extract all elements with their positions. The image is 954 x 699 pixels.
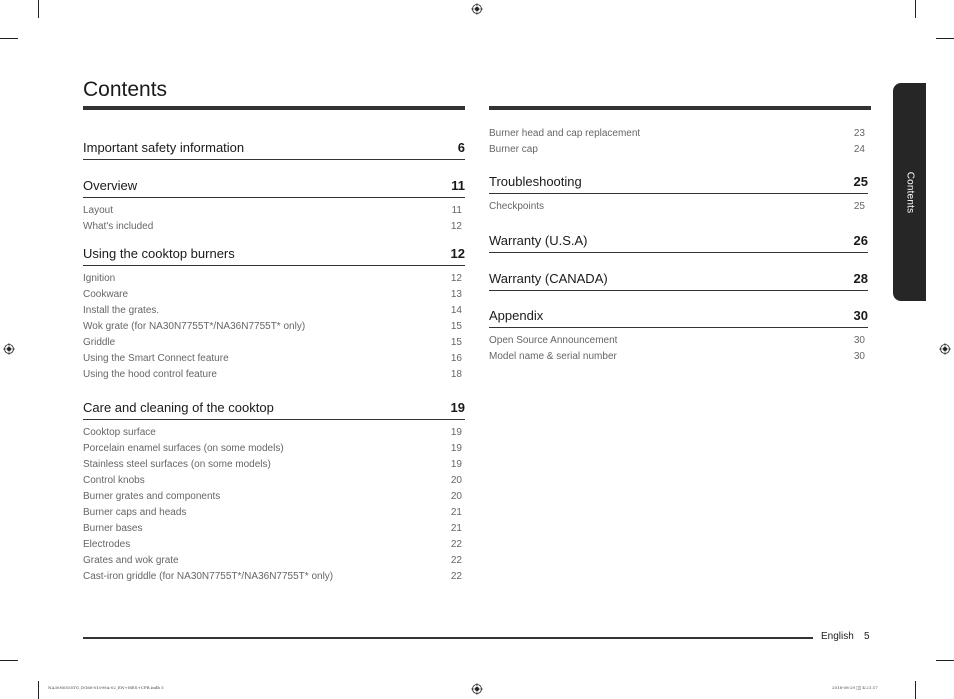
toc-subitem[interactable]: Using the Smart Connect feature 16 (83, 353, 462, 364)
toc-section-title: Overview (83, 178, 138, 193)
toc-section-title: Appendix (489, 308, 544, 323)
registration-mark-icon (471, 683, 483, 695)
toc-section[interactable] (83, 400, 465, 586)
footer-page-number: 5 (864, 631, 870, 642)
toc-subitem[interactable]: Cooktop surface 19 (83, 427, 462, 438)
toc-left-column (83, 140, 465, 586)
toc-section[interactable] (489, 308, 868, 366)
toc-subitem[interactable]: Burner caps and heads 21 (83, 507, 462, 518)
toc-section-heading[interactable] (489, 271, 868, 291)
toc-section-page: 26 (853, 233, 868, 248)
toc-section-heading[interactable] (83, 400, 465, 420)
toc-section-title: Warranty (U.S.A) (489, 233, 588, 248)
footer-rule (83, 637, 813, 639)
crop-mark (0, 660, 18, 661)
toc-section-page: 25 (853, 174, 868, 189)
toc-section-title: Warranty (CANADA) (489, 271, 608, 286)
toc-subitem[interactable]: Burner cap 24 (489, 144, 865, 155)
footer-language: English (821, 631, 854, 642)
contents-side-tab-label: Contents (904, 171, 915, 213)
toc-section-heading[interactable] (489, 308, 868, 328)
registration-mark-icon (3, 343, 15, 355)
crop-mark (38, 681, 39, 699)
toc-subitem[interactable]: Electrodes 22 (83, 539, 462, 550)
toc-subitem[interactable]: Layout 11 (83, 205, 462, 216)
toc-section-page: 6 (457, 140, 465, 155)
toc-section-page: 28 (853, 271, 868, 286)
toc-subitem-list-continued (489, 127, 868, 159)
page-title: Contents (83, 78, 168, 101)
toc-subitem[interactable]: Open Source Announcement 30 (489, 335, 865, 346)
toc-section[interactable] (489, 271, 868, 291)
toc-subitem[interactable]: Stainless steel surfaces (on some models) 19 (83, 459, 462, 470)
toc-section-page: 11 (451, 178, 465, 193)
toc-section-heading[interactable] (83, 178, 465, 198)
registration-mark-icon (939, 343, 951, 355)
toc-section-heading[interactable] (83, 140, 465, 160)
toc-section[interactable] (489, 174, 868, 216)
toc-subitem[interactable]: Cookware 13 (83, 289, 462, 300)
crop-mark (915, 681, 916, 699)
toc-section-page: 19 (450, 400, 465, 415)
crop-mark (936, 660, 954, 661)
toc-subitem[interactable]: Griddle 15 (83, 337, 462, 348)
toc-section-title: Using the cooktop burners (83, 246, 235, 261)
toc-section[interactable] (83, 178, 465, 236)
toc-section-heading[interactable] (83, 246, 465, 266)
toc-subitem-list (489, 194, 868, 216)
toc-section-title: Care and cleaning of the cooktop (83, 400, 274, 415)
toc-section-page: 12 (450, 246, 465, 261)
toc-subitem[interactable]: Grates and wok grate 22 (83, 555, 462, 566)
title-rule-right (489, 106, 871, 110)
crop-mark (915, 0, 916, 18)
toc-subitem[interactable]: Cast-iron griddle (for NA30N7755T*/NA36N7755T* only) 22 (83, 571, 462, 582)
crop-mark (38, 0, 39, 18)
crop-mark (0, 38, 18, 39)
toc-subitem-list (83, 266, 465, 384)
toc-section[interactable] (489, 233, 868, 253)
toc-subitem[interactable]: Burner grates and components 20 (83, 491, 462, 502)
toc-subitem[interactable]: Porcelain enamel surfaces (on some models) 19 (83, 443, 462, 454)
toc-subitem[interactable]: Ignition 12 (83, 273, 462, 284)
toc-subitem[interactable]: Using the hood control feature 18 (83, 369, 462, 380)
toc-section[interactable] (83, 140, 465, 160)
crop-mark (936, 38, 954, 39)
toc-section[interactable] (83, 246, 465, 384)
toc-section-title: Important safety information (83, 140, 245, 155)
toc-section-heading[interactable] (489, 174, 868, 194)
toc-subitem[interactable]: Install the grates. 14 (83, 305, 462, 316)
toc-right-column (489, 127, 868, 366)
toc-subitem[interactable]: Wok grate (for NA30N7755T*/NA36N7755T* only) 15 (83, 321, 462, 332)
toc-subitem-list (83, 198, 465, 236)
toc-subitem[interactable]: Burner head and cap replacement 23 (489, 128, 865, 139)
toc-section-title: Troubleshooting (489, 174, 582, 189)
print-slug-left: NA30N6555TG_DG68-01099A-02_EN+MES+CFR.indb 5 (48, 685, 164, 690)
toc-subitem[interactable]: Model name & serial number 30 (489, 351, 865, 362)
toc-subitem-list (489, 328, 868, 366)
registration-mark-icon (471, 3, 483, 15)
toc-subitem[interactable]: Burner bases 21 (83, 523, 462, 534)
title-rule-left (83, 106, 465, 110)
toc-subitem[interactable]: Control knobs 20 (83, 475, 462, 486)
print-slug-right: 2018-08-29 ￿￿ 4:21:17 (832, 685, 878, 690)
toc-subitem-list (83, 420, 465, 586)
toc-section-heading[interactable] (489, 233, 868, 253)
toc-subitem[interactable]: What's included 12 (83, 221, 462, 232)
toc-subitem[interactable]: Checkpoints 25 (489, 201, 865, 212)
toc-section-page: 30 (853, 308, 868, 323)
